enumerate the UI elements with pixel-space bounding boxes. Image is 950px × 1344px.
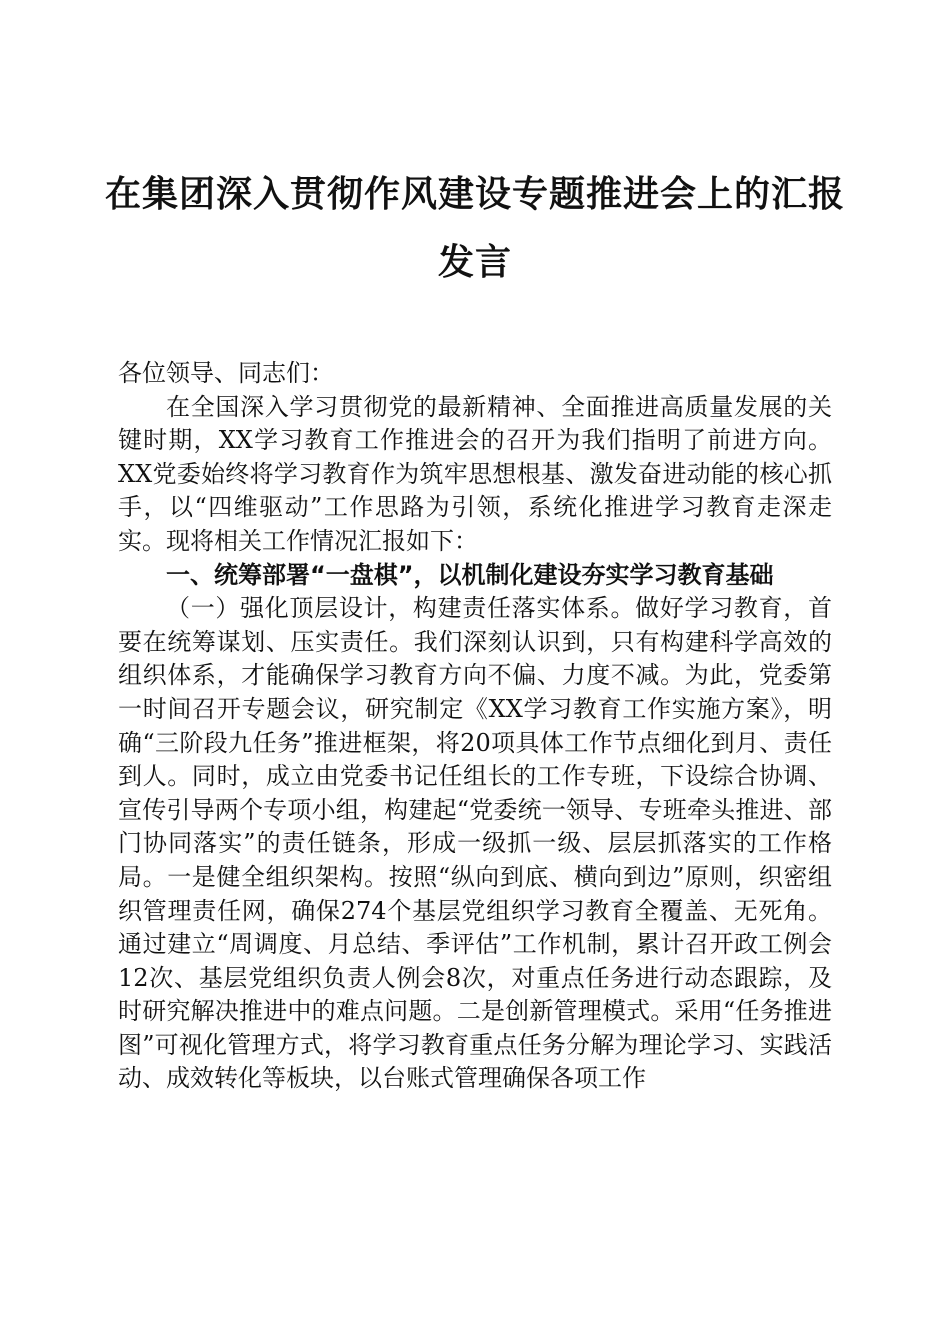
section-1-heading: 一、统筹部署“一盘棋”，以机制化建设夯实学习教育基础 — [166, 560, 774, 589]
section-1-paragraph-1: （一）强化顶层设计，构建责任落实体系。做好学习教育，首要在统筹谋划、压实责任。我们深刻认识到，只有构建科学高效的组织体系，才能确保学习教育方向不偏、力度不减。为此，党委第一时间召开专题会议，研究制定《XX学习教育工作实施方案》，明确“三阶段九任务”推进框架，将20项具体工作节点细化到月、责任到人。同时，成立由党委书记任组长的工作专班，下设综合协调、宣传引导两个专项小组，构建起“党委统一领导、专班牵头推进、部门协同落实”的责任链条，形成一级抓一级、层层抓落实的工作格局。一是健全组织架构。按照“纵向到底、横向到边”原则，织密组织管理责任网，确保274个基层党组织学习教育全覆盖、无死角。通过建立“周调度、月总结、季评估”工作机制，累计召开政工例会12次、基层党组织负责人例会8次，对重点任务进行动态跟踪，及时研究解决推进中的难点问题。二是创新管理模式。采用“任务推进图”可视化管理方式，将学习教育重点任务分解为理论学习、实践活动、成效转化等板块，以台账式管理确保各项工作 — [118, 594, 832, 1093]
greeting: 各位领导、同志们： — [118, 359, 334, 387]
document-title-line-1: 在集团深入贯彻作风建设专题推进会上的汇报 — [104, 173, 845, 215]
document-body — [118, 357, 832, 1096]
document-title-line-2: 发言 — [437, 241, 512, 283]
intro-paragraph: 在全国深入学习贯彻党的最新精神、全面推进高质量发展的关键时期，XX学习教育工作推进会的召开为我们指明了前进方向。XX党委始终将学习教育作为筑牢思想根基、激发奋进动能的核心抓手，以“四维驱动”工作思路为引领，系统化推进学习教育走深走实。现将相关工作情况汇报如下： — [118, 392, 832, 555]
